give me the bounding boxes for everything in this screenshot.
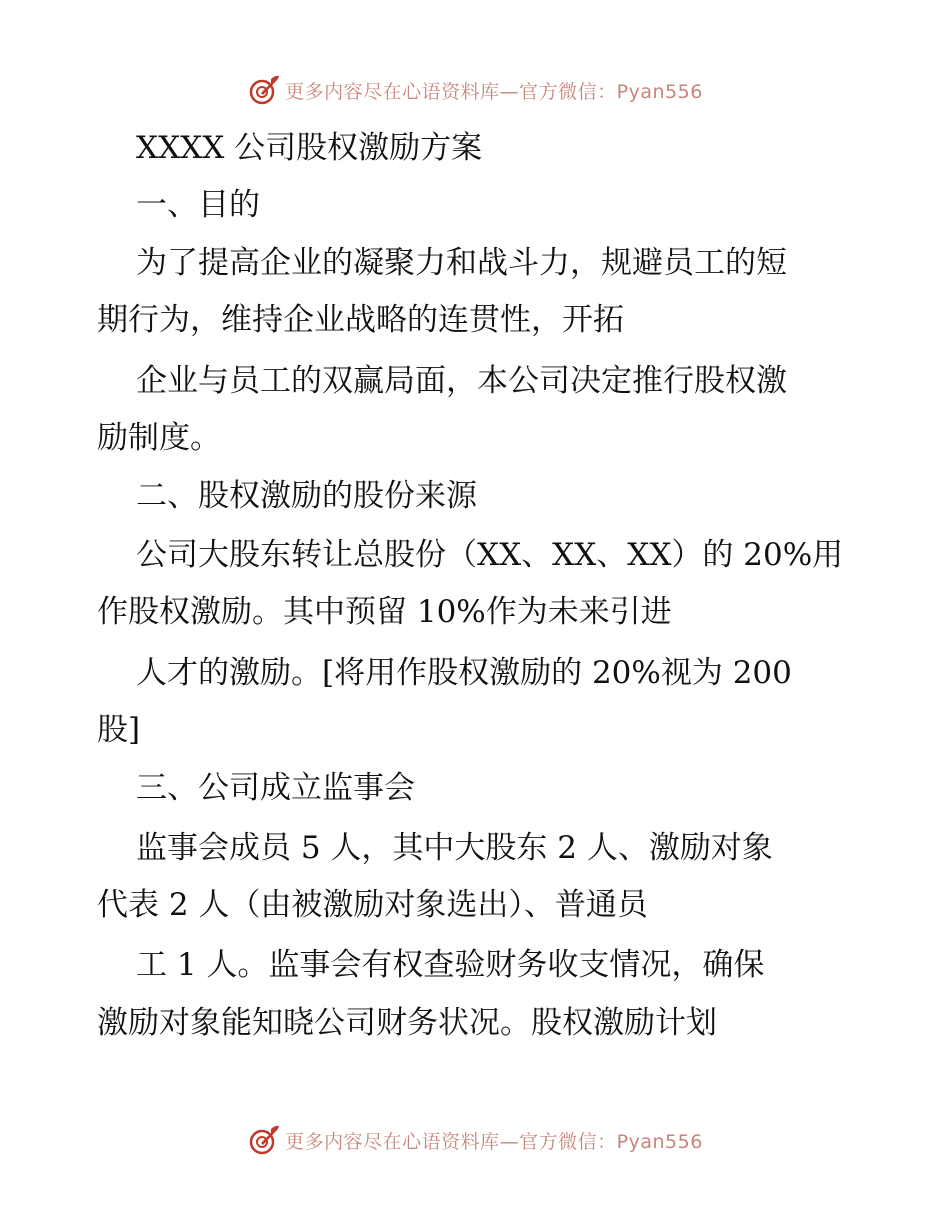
paragraph-line: 工 1 人。监事会有权查验财务收支情况，确保: [136, 947, 765, 983]
paragraph-line: 人才的激励。[将用作股权激励的 20%视为 200: [136, 655, 792, 691]
footer-watermark: [0, 1120, 950, 1160]
paragraph-line: 股]: [97, 712, 141, 748]
quill-logo-icon: [247, 73, 281, 107]
document-title: XXXX 公司股权激励方案: [136, 130, 483, 166]
header-watermark: [0, 70, 950, 110]
paragraph-line: 为了提高企业的凝聚力和战斗力，规避员工的短: [136, 245, 787, 281]
watermark-text: 更多内容尽在心语资料库—官方微信：Pyan556: [285, 1130, 703, 1153]
quill-logo-icon: [247, 1123, 281, 1157]
paragraph-line: 公司大股东转让总股份（XX、XX、XX）的 20%用: [136, 537, 844, 573]
paragraph-line: 作股权激励。其中预留 10%作为未来引进: [97, 594, 672, 630]
paragraph-line: 期行为，维持企业战略的连贯性，开拓: [97, 302, 624, 338]
section-heading-1: 一、目的: [136, 187, 260, 223]
section-heading-3: 三、公司成立监事会: [136, 770, 415, 806]
paragraph-line: 监事会成员 5 人，其中大股东 2 人、激励对象: [136, 830, 773, 866]
paragraph-line: 励制度。: [97, 420, 221, 456]
paragraph-line: 企业与员工的双赢局面，本公司决定推行股权激: [136, 363, 787, 399]
paragraph-line: 激励对象能知晓公司财务状况。股权激励计划: [97, 1005, 717, 1041]
section-heading-2: 二、股权激励的股份来源: [136, 478, 477, 514]
paragraph-line: 代表 2 人（由被激励对象选出）、普通员: [97, 887, 648, 923]
watermark-text: 更多内容尽在心语资料库—官方微信：Pyan556: [285, 80, 703, 103]
